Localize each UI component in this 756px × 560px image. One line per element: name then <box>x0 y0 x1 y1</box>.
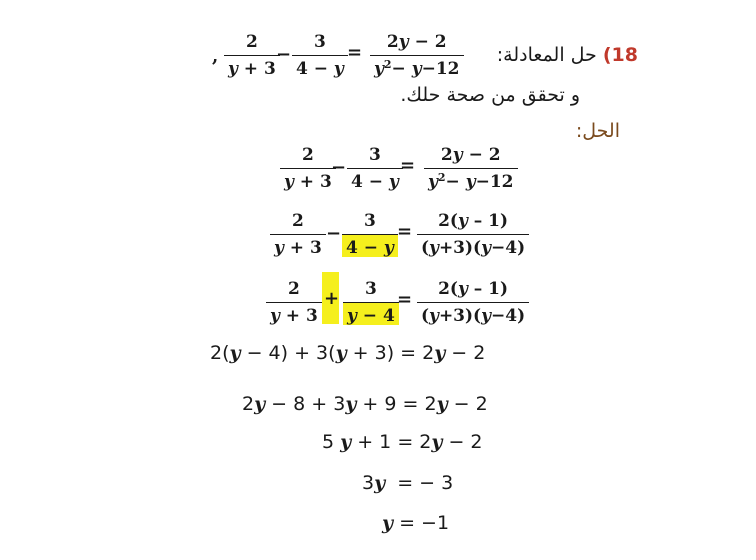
step-combine: 5 y + 1 = 2y − 2 <box>322 431 483 453</box>
step1-fraction-1: 2 y + 3 <box>280 147 336 191</box>
step3-plus: + <box>324 288 340 309</box>
step-answer: y = −1 <box>382 512 450 534</box>
problem-header <box>497 44 638 66</box>
comma: , <box>212 46 219 67</box>
step3-fraction-2: 3 y − 4 <box>343 281 399 325</box>
header-fraction-1: 2 y + 3 <box>224 34 280 78</box>
step1-minus: − <box>331 157 347 178</box>
step3-fraction-3: 2(y – 1) (y+3)(y−4) <box>417 281 529 325</box>
step2-equals: = <box>397 221 413 242</box>
minus-sign: − <box>276 44 292 65</box>
step-isolate: 3y = − 3 <box>362 472 454 494</box>
step2-fraction-1: 2 y + 3 <box>270 213 326 257</box>
step1-equals: = <box>400 155 416 176</box>
solution-label: الحل: <box>575 120 620 142</box>
problem-title: حل المعادلة: <box>496 44 597 66</box>
equals-sign: = <box>347 42 363 63</box>
step2-minus: − <box>326 223 342 244</box>
step2-fraction-3: 2(y – 1) (y+3)(y−4) <box>417 213 529 257</box>
step1-fraction-3: 2y − 2 $y^2- y-12$ <box>424 147 518 191</box>
step1-fraction-2: 3 4 − y <box>347 147 403 191</box>
step2-fraction-2: 3 4 − y <box>342 213 398 257</box>
step3-fraction-1: 2 y + 3 <box>266 281 322 325</box>
step-simplify: 2y − 8 + 3y + 9 = 2y − 2 <box>242 393 488 415</box>
step3-equals: = <box>397 289 413 310</box>
problem-number: 18) <box>602 44 638 66</box>
step-expand: 2(y − 4) + 3(y + 3) = 2y − 2 <box>210 342 486 364</box>
verify-instruction: و تحقق من صحة حلك. <box>400 84 580 106</box>
header-fraction-3: 2y − 2 $y^2- y-12$ <box>370 34 464 78</box>
header-fraction-2: 3 4 − y <box>292 34 348 78</box>
